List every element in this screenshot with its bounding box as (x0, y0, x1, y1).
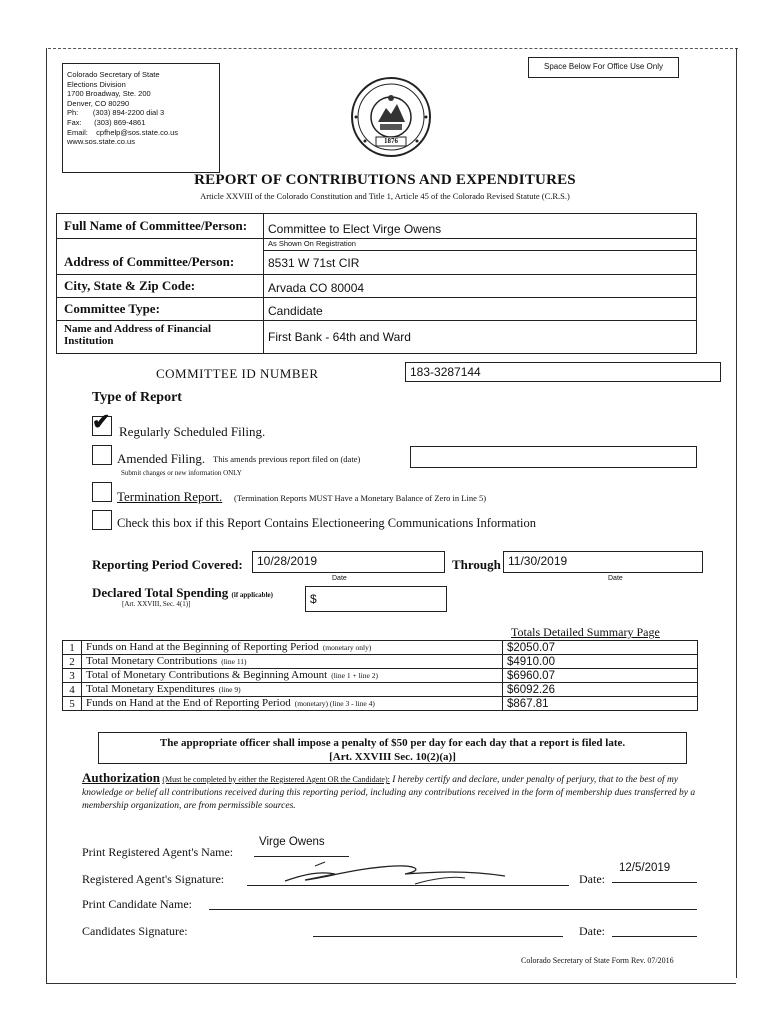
summary-header: Totals Detailed Summary Page (511, 625, 660, 639)
office-line: Colorado Secretary of State (67, 70, 160, 79)
summary-row-label (82, 683, 503, 697)
summary-label-note: (monetary only) (322, 643, 372, 652)
page-border-top (48, 48, 738, 49)
to-date-label: Date (608, 575, 623, 582)
committee-id-label: COMMITTEE ID NUMBER (156, 366, 319, 381)
regular-filing-label: Regularly Scheduled Filing. (119, 424, 266, 439)
address-sub-line (263, 250, 696, 251)
reporting-period-label: Reporting Period Covered: (92, 557, 243, 572)
office-line: www.sos.state.co.us (67, 137, 135, 147)
agent-date-line (612, 882, 697, 883)
committee-type-label: Committee Type: (64, 301, 160, 316)
amended-note: This amends previous report filed on (date) (213, 454, 361, 464)
state-seal-icon (350, 76, 432, 158)
summary-row-label (82, 669, 503, 683)
penalty-box (98, 732, 687, 764)
declared-spending-field[interactable]: $ (305, 586, 447, 612)
termination-label: Termination Report. (117, 489, 223, 504)
form-footer: Colorado Secretary of State Form Rev. 07/2016 (521, 956, 674, 965)
office-use-box (528, 57, 679, 78)
termination-checkbox[interactable] (92, 482, 112, 502)
declared-spending-note: (if applicable) (231, 591, 273, 599)
checkmark-icon: ✔ (92, 409, 111, 434)
row-line (56, 238, 696, 239)
amended-date-field[interactable] (410, 446, 697, 468)
candidate-signature-line (313, 936, 563, 937)
office-address-box (62, 63, 220, 173)
summary-row-number: 1 (63, 641, 82, 655)
summary-row-label (82, 697, 503, 711)
authorization-statement: I hereby certify and declare, under penalty of perjury, that to the best of my knowledge or belief all contributions received during this reporting period, including any contributions received in the form of membership dues transferred by a membership organization, are from permissible sources. (82, 775, 696, 811)
penalty-line-1: The appropriate officer shall impose a penalty of $50 per day for each day that a report is filed late. (159, 737, 626, 749)
summary-row-value[interactable]: $4910.00 (503, 655, 698, 669)
declared-spending-sub: [Art. XXVIII, Sec. 4(1)] (122, 600, 191, 608)
agent-name-label: Print Registered Agent's Name: (82, 845, 234, 859)
summary-row (63, 697, 698, 711)
summary-row (63, 655, 698, 669)
declared-spending-label (92, 585, 273, 601)
agent-name-value[interactable]: Virge Owens (259, 836, 325, 848)
full-name-label: Full Name of Committee/Person: (64, 218, 248, 233)
summary-row-value[interactable]: $6960.07 (503, 669, 698, 683)
office-line: Ph: (303) 894-2200 dial 3 (67, 108, 165, 118)
summary-row-number: 4 (63, 683, 82, 697)
report-title: REPORT OF CONTRIBUTIONS AND EXPENDITURES (194, 172, 576, 188)
agent-signature-label: Registered Agent's Signature: (82, 872, 225, 886)
row-line (56, 320, 696, 321)
summary-row-value[interactable]: $6092.26 (503, 683, 698, 697)
agent-date-label: Date: (579, 872, 605, 886)
candidate-name-line (209, 909, 697, 910)
electioneering-checkbox[interactable] (92, 510, 112, 530)
seal-year: 1876 (384, 137, 398, 145)
row-line (56, 274, 696, 275)
report-subtitle: Article XXVIII of the Colorado Constitution and Title 1, Article 45 of the Colorado Revised Statute (C.R.S.) (200, 191, 570, 201)
summary-row (63, 669, 698, 683)
summary-row-value[interactable]: $867.81 (503, 697, 698, 711)
summary-label-text: Total Monetary Contributions (86, 655, 218, 667)
city-label: City, State & Zip Code: (64, 278, 196, 293)
electioneering-label: Check this box if this Report Contains Electioneering Communications Information (117, 516, 537, 530)
period-from-field[interactable]: 10/28/2019 (252, 551, 445, 573)
as-shown-note: As Shown On Registration (268, 239, 356, 248)
summary-label-note: (line 9) (218, 685, 241, 694)
authorization-block (82, 771, 707, 813)
candidate-date-label: Date: (579, 924, 605, 938)
address-label: Address of Committee/Person: (64, 254, 235, 269)
office-line: 1700 Broadway, Ste. 200 (67, 89, 151, 99)
summary-row-number: 5 (63, 697, 82, 711)
summary-row-number: 2 (63, 655, 82, 669)
signature-scribble-icon (265, 856, 555, 896)
termination-note: (Termination Reports MUST Have a Monetary Balance of Zero in Line 5) (234, 493, 487, 503)
agent-date-value[interactable]: 12/5/2019 (619, 862, 671, 874)
row-line (56, 297, 696, 298)
through-label: Through (452, 557, 501, 572)
bank-label: Name and Address of Financial Institution (64, 323, 212, 347)
office-line: Elections Division (67, 79, 126, 89)
summary-label-text: Funds on Hand at the End of Reporting Period (86, 697, 291, 709)
penalty-line-2: [Art. XXVIII Sec. 10(2)(a)] (329, 751, 456, 763)
city-field[interactable]: Arvada CO 80004 (268, 281, 365, 295)
summary-row-label (82, 641, 503, 655)
page-border-bottom (46, 983, 736, 984)
authorization-heading: Authorization (82, 770, 160, 785)
summary-label-text: Total Monetary Expenditures (86, 683, 215, 695)
summary-row-label (82, 655, 503, 669)
office-line: Email: cpfhelp@sos.state.co.us (67, 127, 178, 137)
row-line (56, 353, 696, 354)
summary-row-number: 3 (63, 669, 82, 683)
bank-field[interactable]: First Bank - 64th and Ward (268, 330, 411, 344)
office-use-label: Space Below For Office Use Only (543, 62, 663, 71)
from-date-label: Date (332, 575, 347, 582)
summary-label-text: Total of Monetary Contributions & Beginning Amount (86, 669, 328, 681)
type-of-report-heading: Type of Report (92, 390, 182, 405)
declared-spending-text: Declared Total Spending (92, 585, 229, 600)
committee-divider (263, 213, 264, 353)
full-name-field[interactable]: Committee to Elect Virge Owens (268, 222, 442, 236)
candidate-name-label: Print Candidate Name: (82, 897, 192, 911)
summary-label-note: (monetary) (line 3 - line 4) (294, 699, 375, 708)
summary-label-note: (line 1 + line 2) (331, 671, 378, 680)
committee-right-edge (696, 213, 697, 354)
summary-row (63, 683, 698, 697)
candidate-date-line (612, 936, 697, 937)
summary-row-value[interactable]: $2050.07 (503, 641, 698, 655)
authorization-note: (Must be completed by either the Registered Agent OR the Candidate): (162, 775, 390, 784)
committee-type-field[interactable]: Candidate (268, 304, 323, 318)
office-line: Denver, CO 80290 (67, 98, 130, 108)
period-to-field[interactable]: 11/30/2019 (503, 551, 703, 573)
summary-row (63, 641, 698, 655)
candidate-signature-label: Candidates Signature: (82, 924, 188, 938)
committee-id-field[interactable]: 183-3287144 (405, 362, 721, 382)
amended-sub-note: Submit changes or new information ONLY (121, 469, 242, 477)
summary-label-text: Funds on Hand at the Beginning of Reporting Period (86, 641, 319, 653)
address-field[interactable]: 8531 W 71st CIR (268, 256, 360, 270)
summary-label-note: (line 11) (221, 657, 247, 666)
amended-filing-label: Amended Filing. (117, 451, 206, 466)
amended-filing-checkbox[interactable] (92, 445, 112, 465)
summary-table (62, 640, 698, 711)
office-line: Fax: (303) 869-4861 (67, 117, 146, 127)
